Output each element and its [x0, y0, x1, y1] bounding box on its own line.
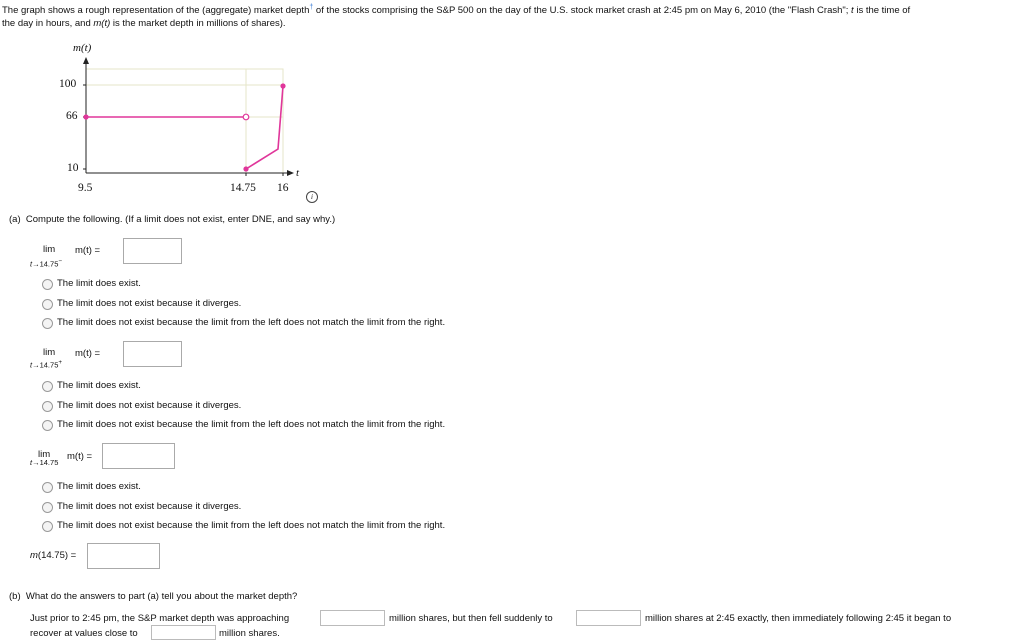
- q2-lim-subscript: t→14.75+: [30, 359, 63, 370]
- part-a-label: (a): [9, 214, 21, 225]
- q1-option-2-label: The limit does not exist because it diverges.: [57, 298, 242, 309]
- part-b-sentence-3: million shares at 2:45 exactly, then immediately following 2:45 it began to: [645, 613, 952, 624]
- q1-lim-subscript: t→14.75−: [30, 258, 63, 269]
- q4-answer-box[interactable]: [87, 543, 160, 569]
- closed-point-start: [83, 114, 88, 119]
- y-axis-arrow: [83, 57, 89, 64]
- y-axis-label: m(t): [73, 42, 92, 54]
- part-b-prompt: What do the answers to part (a) tell you about the market depth?: [25, 591, 298, 602]
- q3-lim: lim: [38, 449, 51, 460]
- graph-svg: [0, 0, 330, 210]
- q3-expr: m(t) =: [67, 451, 93, 462]
- q3-answer-box[interactable]: [102, 443, 175, 469]
- q3-option-1-label: The limit does exist.: [57, 481, 141, 492]
- q1-answer-box[interactable]: [123, 238, 182, 264]
- part-b-sentence-1: Just prior to 2:45 pm, the S&P market depth was approaching: [30, 613, 290, 624]
- q2-option-1-radio[interactable]: [42, 381, 53, 392]
- q1-option-2-radio[interactable]: [42, 299, 53, 310]
- q4-expr: m(14.75) =: [30, 550, 77, 561]
- q3-option-1-radio[interactable]: [42, 482, 53, 493]
- closed-point-dip: [243, 166, 248, 171]
- q2-option-1-label: The limit does exist.: [57, 380, 141, 391]
- intro-text: The graph shows a rough representation of the (aggregate) market depth: [2, 5, 310, 17]
- q1-option-3-label: The limit does not exist because the limit from the left does not match the limit from the right.: [57, 317, 446, 328]
- q1-option-3-radio[interactable]: [42, 318, 53, 329]
- part-b-sentence-4: recover at values close to: [30, 628, 138, 639]
- part-a-prompt: Compute the following. (If a limit does not exist, enter DNE, and say why.): [25, 214, 336, 225]
- y-tick-label-66: 66: [66, 110, 78, 122]
- q3-sub-text: →14.75: [32, 458, 59, 467]
- q3-option-2-label: The limit does not exist because it diverges.: [57, 501, 242, 512]
- q2-sup: +: [58, 359, 63, 366]
- q1-sub-text: →14.75: [32, 259, 59, 269]
- intro-text-5: is the market depth in millions of shares).: [110, 18, 286, 30]
- q2-answer-box[interactable]: [123, 341, 182, 367]
- x-axis-arrow: [287, 170, 294, 176]
- q2-option-3-label: The limit does not exist because the limit from the left does not match the limit from the right.: [57, 419, 446, 430]
- q1-option-1-radio[interactable]: [42, 279, 53, 290]
- q2-expr: m(t) =: [75, 348, 101, 359]
- q3-option-2-radio[interactable]: [42, 502, 53, 513]
- q2-option-3-radio[interactable]: [42, 420, 53, 431]
- q3-option-3-radio[interactable]: [42, 521, 53, 532]
- t-variable: t: [851, 5, 854, 17]
- info-icon[interactable]: i: [306, 191, 318, 203]
- q4-expr-rest: (14.75) =: [37, 550, 77, 561]
- y-tick-label-100: 100: [59, 78, 77, 90]
- part-b-heading: [9, 591, 297, 602]
- q1-sup: −: [58, 258, 63, 265]
- footnote-dagger[interactable]: †: [309, 4, 314, 11]
- part-b-sentence-5: million shares.: [219, 628, 280, 639]
- series-line-2: [246, 86, 283, 169]
- open-point: [243, 114, 249, 120]
- part-b-label: (b): [9, 591, 21, 602]
- q1-lim: lim: [43, 244, 56, 255]
- q2-option-2-radio[interactable]: [42, 401, 53, 412]
- part-b-blank-3[interactable]: [151, 625, 216, 640]
- x-tick-label-14-75: 14.75: [230, 182, 256, 194]
- x-axis-label: t: [296, 167, 300, 179]
- q2-option-2-label: The limit does not exist because it diverges.: [57, 400, 242, 411]
- closed-point-end: [280, 83, 285, 88]
- q1-option-1-label: The limit does exist.: [57, 278, 141, 289]
- q2-sub-text: →14.75: [32, 360, 59, 370]
- y-tick-label-10: 10: [67, 162, 79, 174]
- mt-variable: m(t): [93, 18, 111, 30]
- intro-text-4: the day in hours, and: [2, 18, 94, 30]
- intro-text-3: is the time of: [853, 5, 911, 17]
- part-b-blank-1[interactable]: [320, 610, 385, 626]
- intro-text-2: of the stocks comprising the S&P 500 on the day of the U.S. stock market crash at 2:45 pm on May 6, 2010 (the "Flash Crash";: [313, 5, 852, 17]
- q2-lim: lim: [43, 347, 56, 358]
- q3-lim-subscript: t→14.75: [30, 458, 59, 467]
- part-b-sentence-2: million shares, but then fell suddenly to: [389, 613, 553, 624]
- q3-option-3-label: The limit does not exist because the limit from the left does not match the limit from the right.: [57, 520, 446, 531]
- part-b-blank-2[interactable]: [576, 610, 641, 626]
- x-tick-label-16: 16: [277, 182, 289, 194]
- q1-expr: m(t) =: [75, 245, 101, 256]
- x-tick-label-9-5: 9.5: [78, 182, 93, 194]
- part-a-heading: [9, 214, 335, 225]
